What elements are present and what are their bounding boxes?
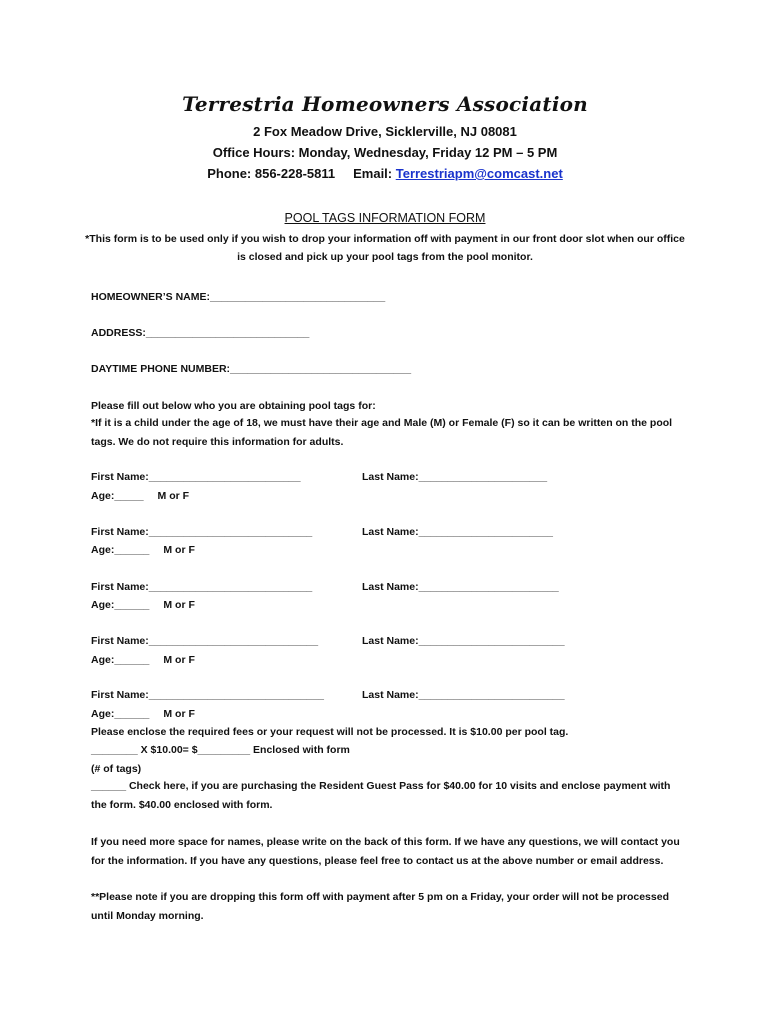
instructions-heading: Please fill out below who you are obtaining pool tags for: (91, 400, 376, 412)
entry-2-first-name-field[interactable]: First Name:____________________________ (91, 526, 313, 538)
instructions-child-note: *If it is a child under the age of 18, we must have their age and Male (M) or Female (F) so it can be written on the pool tags. We do not require this information for adults. (91, 417, 673, 448)
entry-2-age-field[interactable]: Age:______ (91, 544, 150, 556)
email-link[interactable]: Terrestriapm@comcast.net (395, 166, 563, 181)
address-field[interactable]: ADDRESS:____________________________ (91, 327, 310, 339)
organization-title: Terrestria Homeowners Association (182, 92, 588, 116)
entry-3-first-name-field[interactable]: First Name:____________________________ (91, 581, 313, 593)
form-title: POOL TAGS INFORMATION FORM (284, 211, 486, 225)
entry-4-last-name-field[interactable]: Last Name:_________________________ (362, 635, 565, 647)
office-hours: Office Hours: Monday, Wednesday, Friday 12 PM – 5 PM (212, 145, 558, 160)
contact-line (0, 166, 770, 181)
number-of-tags-label: (# of tags) (91, 763, 142, 775)
entry-5-age-field[interactable]: Age:______ (91, 708, 150, 720)
entry-2-last-name-field[interactable]: Last Name:_______________________ (362, 526, 553, 538)
entry-3-last-name-field[interactable]: Last Name:________________________ (362, 581, 559, 593)
daytime-phone-field[interactable]: DAYTIME PHONE NUMBER:_______________________________ (91, 363, 412, 375)
organization-address: 2 Fox Meadow Drive, Sicklerville, NJ 08081 (253, 124, 517, 139)
entry-5-last-name-field[interactable]: Last Name:_________________________ (362, 689, 565, 701)
entry-4-gender-field[interactable]: M or F (163, 654, 195, 666)
guest-pass-checkline[interactable]: ______ Check here, if you are purchasing the Resident Guest Pass for $40.00 for 10 visits and enclose payment with the form. $40.00 enclosed with form. (91, 780, 671, 811)
entry-1-age-field[interactable]: Age:_____ (91, 490, 144, 502)
entry-4-age-row (91, 654, 195, 666)
fees-calculation-field[interactable]: ________ X $10.00= $_________ Enclosed with form (91, 744, 350, 756)
entry-5-gender-field[interactable]: M or F (163, 708, 195, 720)
email-label: Email: (353, 166, 396, 181)
entry-3-age-row (91, 599, 195, 611)
entry-5-age-row (91, 708, 195, 720)
more-space-note: If you need more space for names, please write on the back of this form. If we have any questions, we will contact you for the information. If you have any questions, please feel free to contact us at the above number or email address. (91, 836, 680, 867)
entry-3-age-field[interactable]: Age:______ (91, 599, 150, 611)
entry-1-gender-field[interactable]: M or F (157, 490, 190, 502)
entry-1-last-name-field[interactable]: Last Name:______________________ (362, 471, 548, 483)
entry-4-age-field[interactable]: Age:______ (91, 654, 150, 666)
entry-4-first-name-field[interactable]: First Name:_____________________________ (91, 635, 319, 647)
friday-dropoff-note: **Please note if you are dropping this form off with payment after 5 pm on a Friday, your order will not be processed until Monday morning. (91, 891, 669, 922)
entry-2-age-row (91, 544, 195, 556)
entry-5-first-name-field[interactable]: First Name:______________________________ (91, 689, 324, 701)
entry-3-gender-field[interactable]: M or F (163, 599, 195, 611)
entry-1-first-name-field[interactable]: First Name:__________________________ (91, 471, 301, 483)
fees-notice: Please enclose the required fees or your request will not be processed. It is $10.00 per pool tag. (91, 726, 569, 738)
entry-1-age-row (91, 490, 189, 502)
form-intro: *This form is to be used only if you wish to drop your information off with payment in our front door slot when our office is closed and pick up your pool tags from the pool monitor. (85, 233, 685, 263)
homeowner-name-field[interactable]: HOMEOWNER’S NAME:______________________________ (91, 291, 386, 303)
phone-text: Phone: 856-228-5811 (207, 166, 336, 181)
entry-2-gender-field[interactable]: M or F (163, 544, 195, 556)
